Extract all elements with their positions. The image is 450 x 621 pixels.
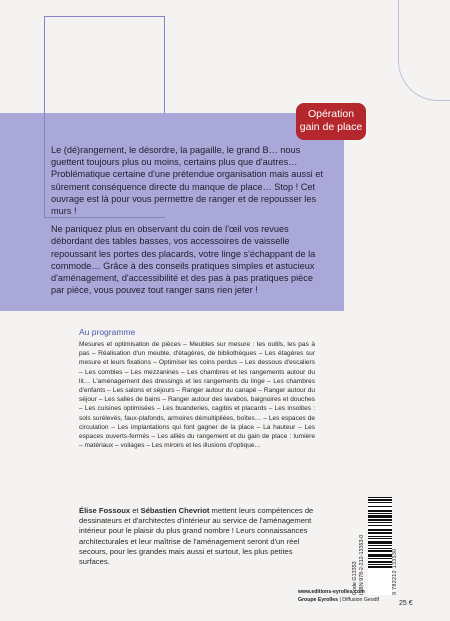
distribution-name: | Diffusion Geodif bbox=[338, 597, 380, 603]
intro-paragraph-2: Ne paniquez plus en observant du coin de l'œil vos revues débordant des tables basses, vos accessoires de vaisselle repoussant les portes des placards, votre linge s'échappant de la commode… Grâce à des conseils pratiques simples et astucieux d'aménagement, d'accessibilité et des pas à pas pratiques pièce par pièce, vous pouvez tout ranger sans rien jeter ! bbox=[51, 224, 316, 296]
product-code: Code G13353 bbox=[352, 561, 358, 595]
badge-line-1: Opération bbox=[307, 108, 355, 120]
isbn-number: ISBN 978-2-212-13353-0 bbox=[358, 534, 365, 595]
barcode-number: 9 782212 133530 bbox=[392, 548, 398, 595]
barcode-block bbox=[352, 497, 402, 597]
publisher-name: Groupe Eyrolles bbox=[298, 597, 339, 603]
corner-frame-decoration bbox=[398, 0, 450, 101]
frame-line-horizontal bbox=[164, 16, 165, 113]
author-name-1: Élise Fossoux bbox=[79, 506, 131, 515]
program-body: Mesures et optimisation de pièces – Meubles sur mesure : les outils, les pas à pas – Réalisation d'un meuble, d'étagères, de bibliothèques – Les étagères sur mesure et leurs fixations – Optimiser les coins perdus – Les dessous d'escaliers – Les combles – Les mezzanines – Les chambres et les rangements autour du lit… L'aménagement des dressings et les rangements du linge – Les chambres d'enfants – Les salons et séjours – Ranger autour du canapé – Ranger autour du séjour – Les salles de bains – Ranger autour des lavabos, baignoires et douches – Les cuisines optimisées – Les buanderies, cagibis et placards – Les insolites : sols surélevés, faux-plafonds, armoires démultipliées, boîtes… – Les espaces de circulation – Les implantations qui font gagner de la place – La hauteur – Les espaces ouverts-fermés – Les alliés du rangement et du gain de place : lumière – matériaux – voilages – Les miroirs et les illusions d'optique… bbox=[79, 341, 315, 450]
publisher-line bbox=[298, 597, 379, 603]
intro-text bbox=[51, 144, 326, 302]
price-label: 25 € bbox=[399, 600, 413, 607]
intro-paragraph-1: Le (dé)rangement, le désordre, la pagaille, le grand B… nous guettent toujours plus ou moins, certains plus que d'autres… Problématique certaine d'une prétendue organisation mais aussi et sûrement conséquence directe du manque de place… Stop ! Cet ouvrage est là pour vous permettre de ranger et de repousser les murs ! bbox=[51, 145, 323, 217]
barcode-stripe bbox=[368, 568, 392, 569]
author-name-2: Sébastien Chevriot bbox=[140, 506, 210, 515]
authors-section bbox=[79, 506, 315, 567]
authors-connector: et bbox=[130, 506, 141, 515]
badge-line-2: gain de place bbox=[299, 121, 363, 133]
barcode-bars bbox=[368, 497, 392, 595]
program-title: Au programme bbox=[79, 327, 136, 337]
authors-text: mettent leurs compétences de dessinateurs et d'architectes d'intérieur au service de l'aménagement intérieur pour le plaisir du plus grand nombre ! Leurs connaissances architecturales et leur maîtrise de l'aménagement seront d'un réel secours, pour les grandes mais aussi et surtout, les plus petites surfaces. bbox=[79, 506, 314, 567]
program-section bbox=[79, 327, 315, 450]
operation-badge bbox=[296, 103, 366, 140]
publisher-url: www.editions-eyrolles.com bbox=[298, 589, 365, 595]
